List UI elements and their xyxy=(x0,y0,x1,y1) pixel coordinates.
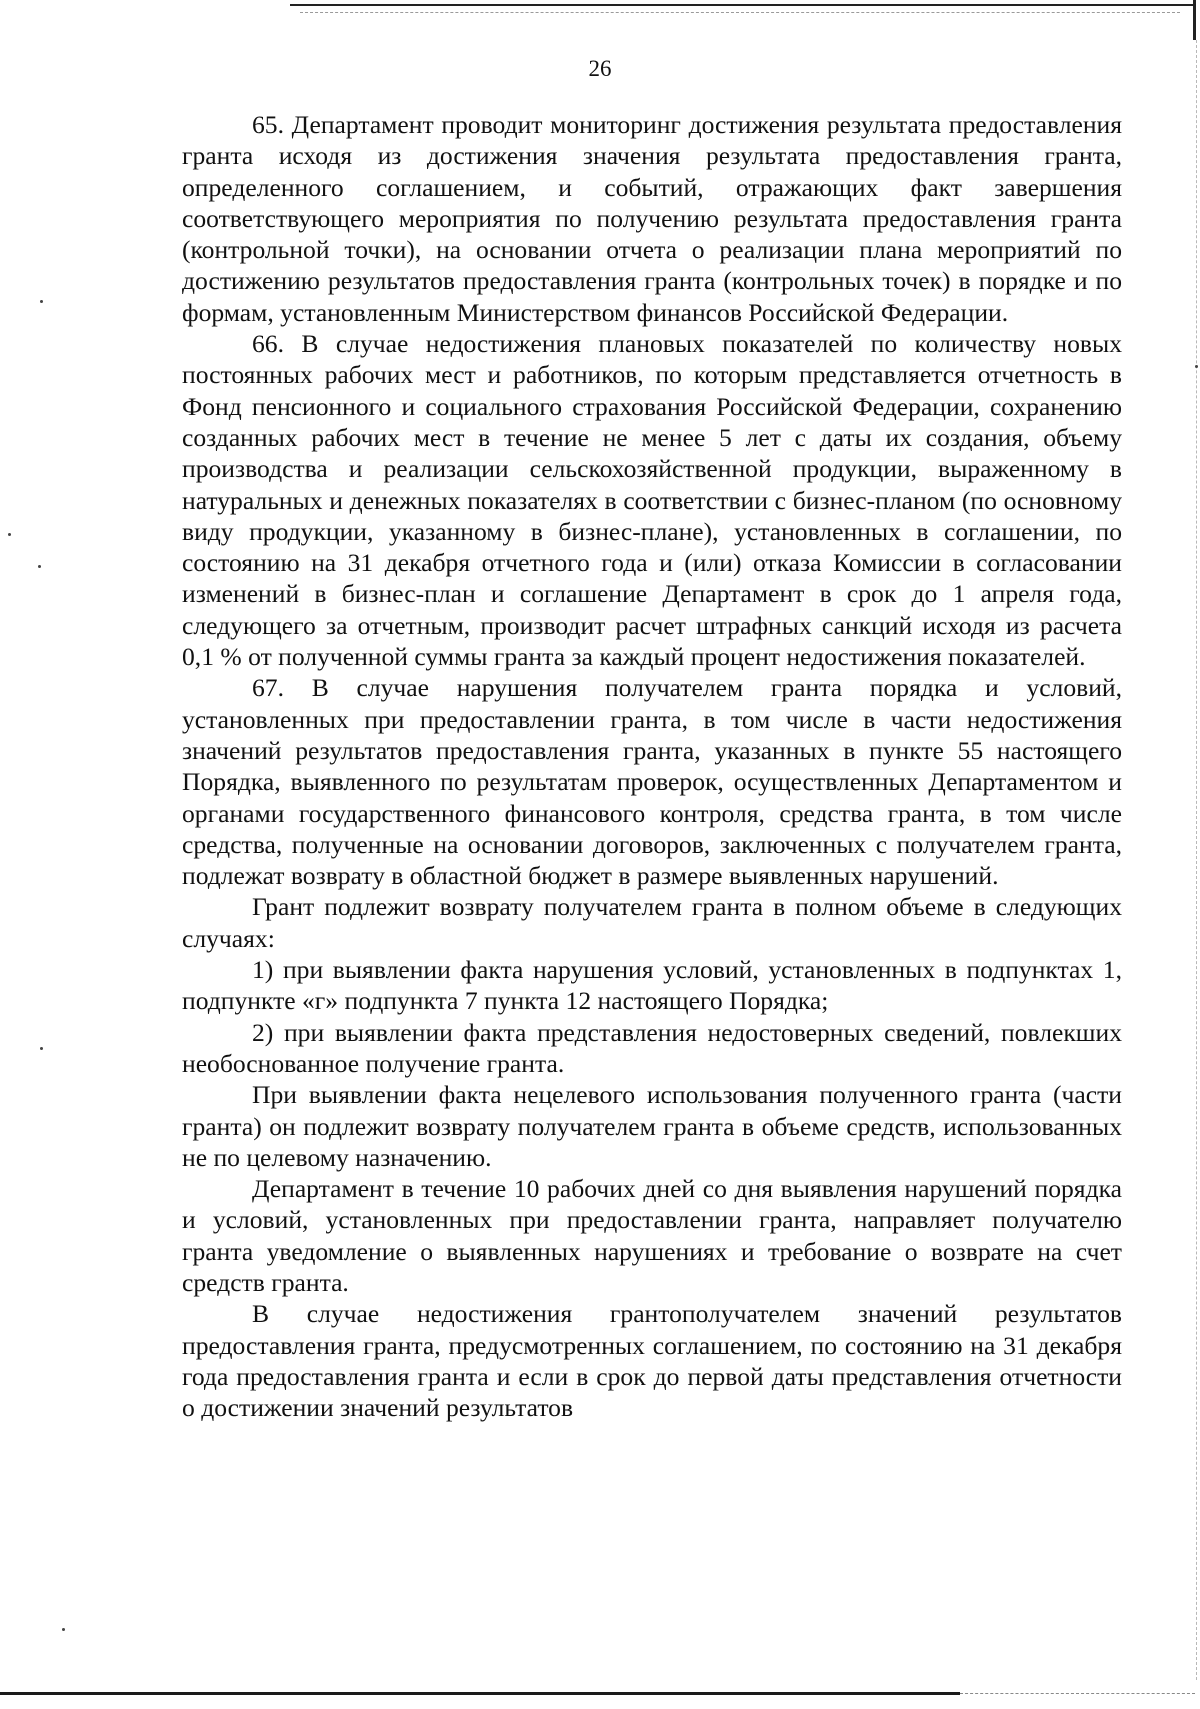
document-body xyxy=(182,109,1122,1423)
scan-speck xyxy=(1195,365,1198,368)
list-item-2: 2) при выявлении факта представления недостоверных сведений, повлекших необоснованное получение гранта. xyxy=(182,1017,1122,1078)
scan-border-bottom-faint xyxy=(960,1693,1195,1694)
list-item-1: 1) при выявлении факта нарушения условий, установленных в подпунктах 1, подпункте «г» подпункта 7 пункта 12 настоящего Порядка; xyxy=(182,955,1122,1016)
scan-speck xyxy=(8,533,11,536)
paragraph-full-return-cases: Грант подлежит возврату получателем гранта в полном объеме в следующих случаях: xyxy=(182,892,1122,953)
scan-speck xyxy=(62,1628,65,1631)
paragraph-67: 67. В случае нарушения получателем гранта порядка и условий, установленных при предоставлении гранта, в том числе в части недостижения значений результатов предоставления гранта, указанных в пункте 55 настоящего Порядка, выявленного по результатам проверок, осуществленных Департаментом и органами государственного финансового контроля, средства гранта, в том числе средства, полученные на основании договоров, заключенных с получателем гранта, подлежат возврату в областной бюджет в размере выявленных нарушений. xyxy=(182,673,1122,891)
scan-speck xyxy=(40,1047,43,1050)
scan-border-top-faint xyxy=(300,12,1180,13)
scan-border-right xyxy=(1193,0,1196,40)
paragraph-misuse-return: При выявлении факта нецелевого использования полученного гранта (части гранта) он подлежит возврату получателем гранта в объеме средств, использованных не по целевому назначению. xyxy=(182,1080,1122,1172)
scan-border-bottom xyxy=(0,1692,960,1695)
scan-border-top xyxy=(290,4,1195,6)
paragraph-66: 66. В случае недостижения плановых показателей по количеству новых постоянных рабочих мест и работников, по которым представляется отчетность в Фонд пенсионного и социального страхования Российской Федерации, сохранению созданных рабочих мест в течение не менее 5 лет с даты их создания, объему производства и реализации сельскохозяйственной продукции, выраженному в натуральных и денежных показателях в соответствии с бизнес-планом (по основному виду продукции, указанному в бизнес-плане), установленных в соглашении, по состоянию на 31 декабря отчетного года и (или) отказа Комиссии в согласовании изменений в бизнес-план и соглашение Департамент в срок до 1 апреля года, следующего за отчетным, производит расчет штрафных санкций исходя из расчета 0,1 % от полученной суммы гранта за каждый процент недостижения показателей. xyxy=(182,329,1122,672)
paragraph-65: 65. Департамент проводит мониторинг достижения результата предоставления гранта исходя из достижения значения результата предоставления гранта, определенного соглашением, и событий, отражающих факт завершения соответствующего мероприятия по получению результата предоставления гранта (контрольной точки), на основании отчета о реализации плана мероприятий по достижению результатов предоставления гранта (контрольных точек) в порядке и по формам, установленным Министерством финансов Российской Федерации. xyxy=(182,110,1122,327)
scan-speck xyxy=(40,300,43,303)
paragraph-results-not-achieved: В случае недостижения грантополучателем значений результатов предоставления гранта, предусмотренных соглашением, по состоянию на 31 декабря года предоставления гранта и если в срок до первой даты представления отчетности о достижении значений результатов xyxy=(182,1299,1122,1423)
scan-border-right-faint xyxy=(1196,40,1197,1680)
page-number: 26 xyxy=(588,56,612,81)
scan-speck xyxy=(38,565,41,568)
paragraph-notification: Департамент в течение 10 рабочих дней со дня выявления нарушений порядка и условий, установленных при предоставлении гранта, направляет получателю гранта уведомление о выявленных нарушениях и требование о возврате на счет средств гранта. xyxy=(182,1174,1122,1297)
